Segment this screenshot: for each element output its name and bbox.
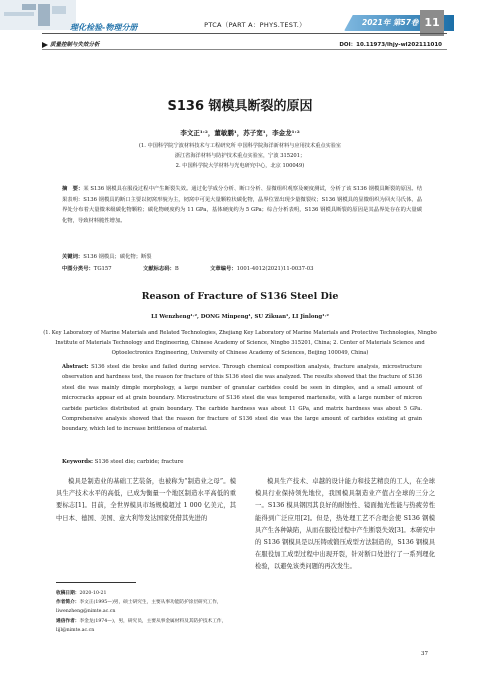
- cn-authors: 李文正¹˒²，董敏鹏¹，苏子宽¹，李金龙¹˒²: [180, 129, 300, 137]
- journal-name: 理化检验-物理分册: [70, 23, 138, 32]
- doi: DOI：10.11973/lhjy-wl202111010: [339, 42, 442, 48]
- en-keywords-label: Keywords:: [62, 459, 93, 465]
- en-abstract-text: S136 steel die broke and failed during service. Through chemical composition analysis, fracture analysis, microstructure observation and hardness test, the reason for fracture of this S136 steel die was analyzed. The results showed that the fracture of S136 steel die was mainly dimple morphology, a large number of granular carbides could be seen in dimples, and a small amount of microcracks appear ed at grain boundary. Microstructure of S136 steel die was tempered martensite, with a large number of micron carbide particles distributed at grain boundary. The carbide hardness was about 11 GPa, and matrix hardness was about 5 GPa. Comprehensive analysis showed that the reason for fracture of S136 steel die was the large amount of carbides existing at grain boundary, which led to increase brittleness of material.: [62, 364, 422, 433]
- article-no-value: 1001-4012(2021)11-0037-03: [236, 266, 314, 272]
- en-title: Reason of Fracture of S136 Steel Die: [141, 291, 339, 302]
- footnote-rule: [56, 582, 136, 583]
- journal-logo-icon: [0, 0, 76, 34]
- journal-code: PTCA（PART A：PHYS.TEST.）: [204, 21, 306, 29]
- body-column-right: 模具生产技术、卓越的设计能力和技艺精良的工人，在全球模具行业保持领先地位，我国模具制造业产值占全球的三分之一。S136 模具钢因其良好的耐蚀性、镜面抛光性能与热疲劳性能得到广泛应用[2]。但是，热处理工艺不合理会使 S136 钢模具产生各种缺陷，从而在服役过程中产生断裂失效[3]。本研究中的 S136 钢模具是以压铸或锻压成型方法制造的，S136 钢模具在服役加工成型过程中出现开裂，针对断口处进行了一系列理化检验，以避免该类问题的再次发生。: [255, 478, 435, 571]
- page-number: 37: [421, 651, 428, 657]
- page-title: S136 钢模具断裂的原因: [167, 99, 313, 114]
- cn-affiliation-line: 2. 中国科学院大学材料与光电研究中心，北京 100049): [175, 163, 305, 169]
- corresponding-label: 通信作者：: [56, 618, 80, 624]
- cn-keywords-label: 关键词：: [62, 254, 84, 260]
- corresponding-author: 李金龙(1974—)，男，研究员，主要从事金属材料及其防护技术工作，lijl@nimte.ac.cn: [56, 618, 227, 633]
- cn-classification: [62, 264, 314, 272]
- received-label: 收稿日期：: [56, 591, 80, 596]
- received-date: 2020-10-21: [79, 591, 107, 596]
- header-rule: [42, 33, 447, 34]
- issue-number: 11: [420, 10, 444, 36]
- en-keywords-text: S136 steel die; carbide; fracture: [94, 459, 184, 465]
- section-name: 质量控制与失效分析: [50, 42, 100, 48]
- section-label: [42, 40, 100, 48]
- doc-code-value: B: [174, 266, 179, 272]
- doc-code-label: 文献标志码：: [143, 266, 175, 272]
- cn-affiliation-line: (1. 中国科学院宁波材料技术与工程研究所 中国科学院海洋新材料与应用技术重点实验室: [138, 143, 342, 149]
- en-keywords: [62, 459, 183, 465]
- en-authors: LI Wenzheng¹˒², DONG Minpeng¹, SU Zikuan¹, LI Jinlong¹˒²: [151, 314, 329, 320]
- footnote-received: [56, 589, 236, 598]
- cn-keywords: [62, 252, 152, 260]
- en-affiliation: (1. Key Laboratory of Marine Materials and Related Technologies, Zhejiang Key Laboratory of Marine Materials and Protective Technologies, Ningbo Institute of Materials Technology and Engineering, Chinese Academy of Science, Ningbo 315201, China; 2. Center of Materials Science and Optoelectronics Engineering, University of Chinese Academy of Sciences, Beijing 100049, China): [43, 330, 437, 356]
- author-bio-label: 作者简介：: [56, 600, 80, 606]
- cn-keywords-text: S136 钢模具；碳化物；断裂: [83, 254, 152, 260]
- en-abstract-label: Abstract:: [62, 364, 89, 370]
- cn-affiliation-line: 浙江省海洋材料与防护技术重点实验室，宁波 315201；: [174, 153, 306, 159]
- footnote-corresponding: [56, 617, 236, 635]
- en-abstract: [62, 362, 422, 435]
- subheader-rule: [42, 49, 447, 50]
- author-bio: 李文正(1995—)男，硕士研究生，主要从事功能防护涂层研究工作，liwenzheng@nimte.ac.cn: [56, 600, 222, 615]
- article-no-label: 文章编号：: [210, 266, 237, 272]
- body-column-left: 模具是制造业的基础工艺装备，也被称为“制造业之母”。模具生产技术水平的高低，已成为衡量一个地区制造水平高低的重要标志[1]。目前，全世界模具市场规模超过 1 000 亿美元，其中日本、德国、美国、意大利等发达国家凭借其先进的: [56, 478, 236, 522]
- cn-abstract-text: 某 S136 钢模具在服役过程中产生断裂失效。通过化学成分分析、断口分析、显微组织观察及硬度测试，分析了该 S136 钢模具断裂的原因。结果表明：S136 钢模具的断口主要以韧窝形貌为主，韧窝中可见大量颗粒状碳化物，晶界位置出现少量微裂纹；S136 钢模具的显微组织为回火马氏体，晶界处分布着大量微米级碳化物颗粒；碳化物硬度约为 11 GPa，基体硬度约为 5 GPa；综合分析表明，S136 钢模具断裂的原因是其晶界处存在的大量碳化物，导致材料脆性增加。: [62, 186, 422, 224]
- clc-value: TG157: [93, 266, 112, 272]
- cn-abstract: [62, 184, 422, 226]
- year-volume: 2021年 第57卷: [362, 18, 419, 27]
- footnote-author: [56, 598, 236, 616]
- clc-label: 中图分类号：: [62, 266, 94, 272]
- section-marker-icon: [42, 42, 48, 48]
- cn-abstract-label: 摘 要：: [62, 186, 84, 192]
- footnotes: [56, 589, 236, 635]
- journal-header: [0, 0, 480, 50]
